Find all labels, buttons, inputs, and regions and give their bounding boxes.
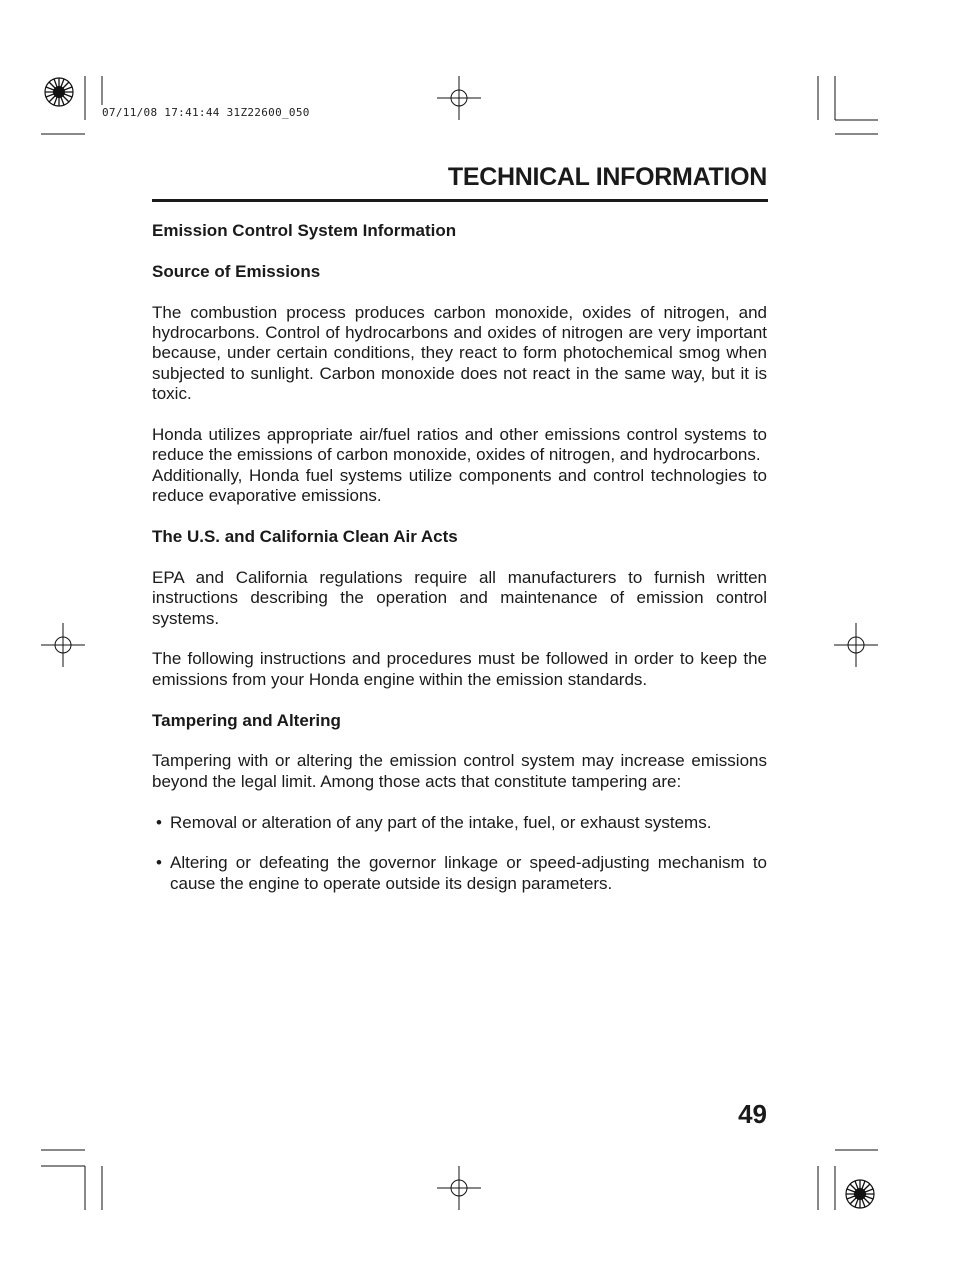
bullet-icon: • [156, 812, 162, 832]
clean-air-heading: The U.S. and California Clean Air Acts [152, 527, 458, 547]
tampering-paragraph: Tampering with or altering the emission control system may increase emissions beyond the legal limit. Among those acts that constitute tampering are: [152, 751, 767, 791]
tampering-heading: Tampering and Altering [152, 710, 341, 730]
clean-air-paragraph-1: EPA and California regulations require all manufacturers to furnish written instructions describing the operation and maintenance of emission control systems. [152, 567, 767, 628]
main-heading: Emission Control System Information [152, 221, 457, 240]
clean-air-paragraph-2: The following instructions and procedures must be followed in order to keep the emissions from your Honda engine within the emission standards. [152, 649, 767, 689]
title-rule [152, 199, 768, 202]
bullet-icon: • [156, 853, 162, 873]
source-paragraph-3: Additionally, Honda fuel systems utilize components and control technologies to reduce evaporative emissions. [152, 465, 767, 506]
list-item [152, 853, 767, 894]
content [152, 221, 767, 894]
page-number: 49 [738, 1099, 767, 1129]
list-item [152, 813, 767, 833]
source-heading: Source of Emissions [152, 261, 321, 281]
list-item-text: Removal or alteration of any part of the intake, fuel, or exhaust systems. [170, 812, 712, 832]
starburst-mark-top-left-icon [45, 78, 73, 106]
page-title: TECHNICAL INFORMATION [447, 163, 767, 191]
print-slug: 07/11/08 17:41:44 31Z22600_050 [102, 106, 310, 119]
starburst-mark-bottom-right-icon [846, 1180, 874, 1208]
list-item-text: Altering or defeating the governor linkage or speed-adjusting mechanism to cause the engine to operate outside its design parameters. [170, 853, 767, 893]
source-paragraph-1: The combustion process produces carbon monoxide, oxides of nitrogen, and hydrocarbons. Control of hydrocarbons and oxides of nitrogen are very important because, under certain conditions, they react to form photochemical smog when subjected to sunlight. Carbon monoxide does not react in the same way, but it is toxic. [152, 302, 767, 404]
source-paragraph-2: Honda utilizes appropriate air/fuel ratios and other emissions control systems to reduce the emissions of carbon monoxide, oxides of nitrogen, and hydrocarbons. [152, 425, 767, 465]
